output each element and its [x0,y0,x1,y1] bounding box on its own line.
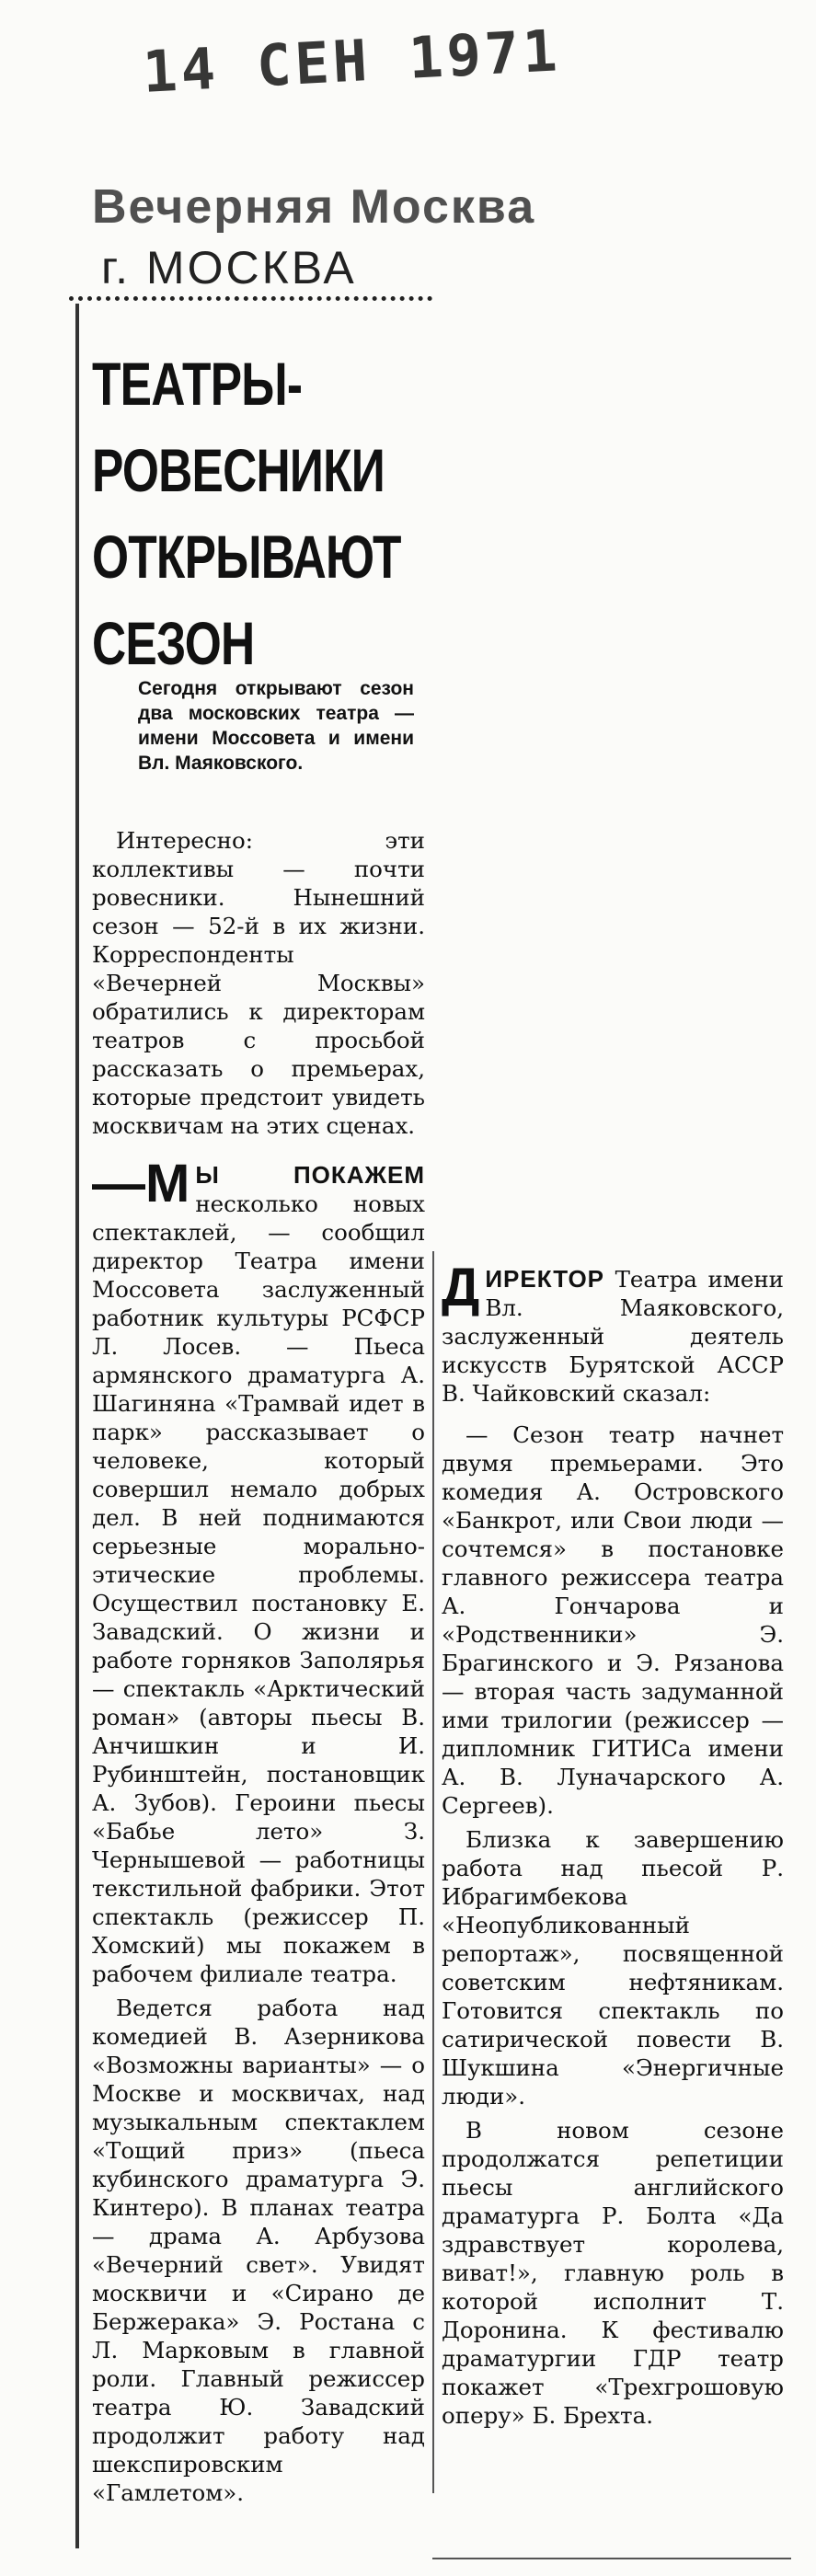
headline-line: ОТКРЫВАЮТ [92,523,401,591]
mayakovsky-paragraph: — Сезон театр начнет двумя премьерами. Это комедия А. Островского «Банкрот, или Свои люди — сочтемся» в постановке главного режиссера театра А. Гончарова и «Родственники» Э. Брагинского и Э. Рязанова — вторая часть задуманной ими трилогии (режиссер — дипломник ГИТИСа имени А. В. Луначарского А. Сергеев). [442,1421,784,1819]
mayakovsky-paragraph [442,1258,784,1408]
left-column-rule [75,304,79,2548]
headline-line: СЕЗОН [92,609,255,677]
paragraph-text: Театра имени Вл. Маяковского, заслуженный деятель искусств Бурятской АССР В. Чайковский сказал: [442,1266,784,1407]
article-headline [92,340,401,686]
dropcap: —М [92,1154,190,1213]
dropcap: Д [442,1258,480,1317]
city-stamp: г. МОСКВА [101,242,357,293]
newspaper-name-stamp: Вечерняя Москва [92,180,536,234]
intro-paragraph: Интересно: эти коллективы — почти ровесники. Нынешний сезон — 52-й в их жизни. Корреспонденты «Вечерней Москвы» обратились к директорам театров с просьбой рассказать о премьерах, которые предстоит увидеть москвичам на этих сценах. [92,827,425,1139]
mossovet-section [92,1154,425,2507]
stamp-divider [69,296,432,301]
mossovet-paragraph [92,1154,425,1988]
mayakovsky-paragraph: В новом сезоне продолжатся репетиции пьесы английского драматурга Р. Болта «Да здравствует королева, виват!», главную роль в которой исполнит Т. Доронина. К фестивалю драматургии ГДР театр покажет «Трехгрошовую оперу» Б. Брехта. [442,2117,784,2429]
paragraph-text: несколько новых спектаклей, — сообщил директор Театра имени Моссовета заслуженный работник культуры РСФСР Л. Лосев. — Пьеса армянского драматурга А. Шагиняна «Трамвай идет в парк» рассказывает о человеке, который совершил немало добрых дел. В ней поднимаются серьезные морально-этические проблемы. Осуществил постановку Е. Завадский. О жизни и работе горняков Заполярья — спектакль «Арктический роман» (авторы пьесы В. Анчишкин и И. Рубинштейн, постановщик А. Зубов). Героини пьесы «Бабье лето» З. Чернышевой — работницы текстильной фабрики. Этот спектакль (режиссер П. Хомский) мы покажем в рабочем филиале театра. [92,1190,425,1987]
caps-lead-word: Ы ПОКАЖЕМ [195,1161,425,1189]
caps-lead-word: ИРЕКТОР [485,1265,605,1293]
clipping-date-stamp: 14 СЕН 1971 [141,17,563,106]
mossovet-paragraph: Ведется работа над комедией В. Азерникова «Возможны варианты» — о Москве и москвичах, над музыкальным спектаклем «Тощий приз» (пьеса кубинского драматурга Э. Кинтеро). В планах театра — драма А. Арбузова «Вечерний свет». Увидят москвичи и «Сирано де Бержерака» Э. Ростана с Л. Марковым в главной роли. Главный режиссер театра Ю. Завадский продолжит работу над шекспировским «Гамлетом». [92,1995,425,2506]
headline-line: ТЕАТРЫ- [92,350,303,418]
mayakovsky-section [442,1258,784,2430]
column-divider [432,1251,434,2493]
intro-paragraph-block [92,826,425,1140]
bottom-rule [432,2558,791,2559]
article-lead: Сегодня открывают сезон два московских театра — имени Моссовета и имени Вл. Маяковского. [138,678,414,774]
headline-line: РОВЕСНИКИ [92,436,385,504]
mayakovsky-paragraph: Близка к завершению работа над пьесой Р. Ибрагимбекова «Неопубликованный репортаж», посвященной советским нефтяникам. Готовится спектакль по сатирической повести В. Шукшина «Энергичные люди». [442,1826,784,2110]
